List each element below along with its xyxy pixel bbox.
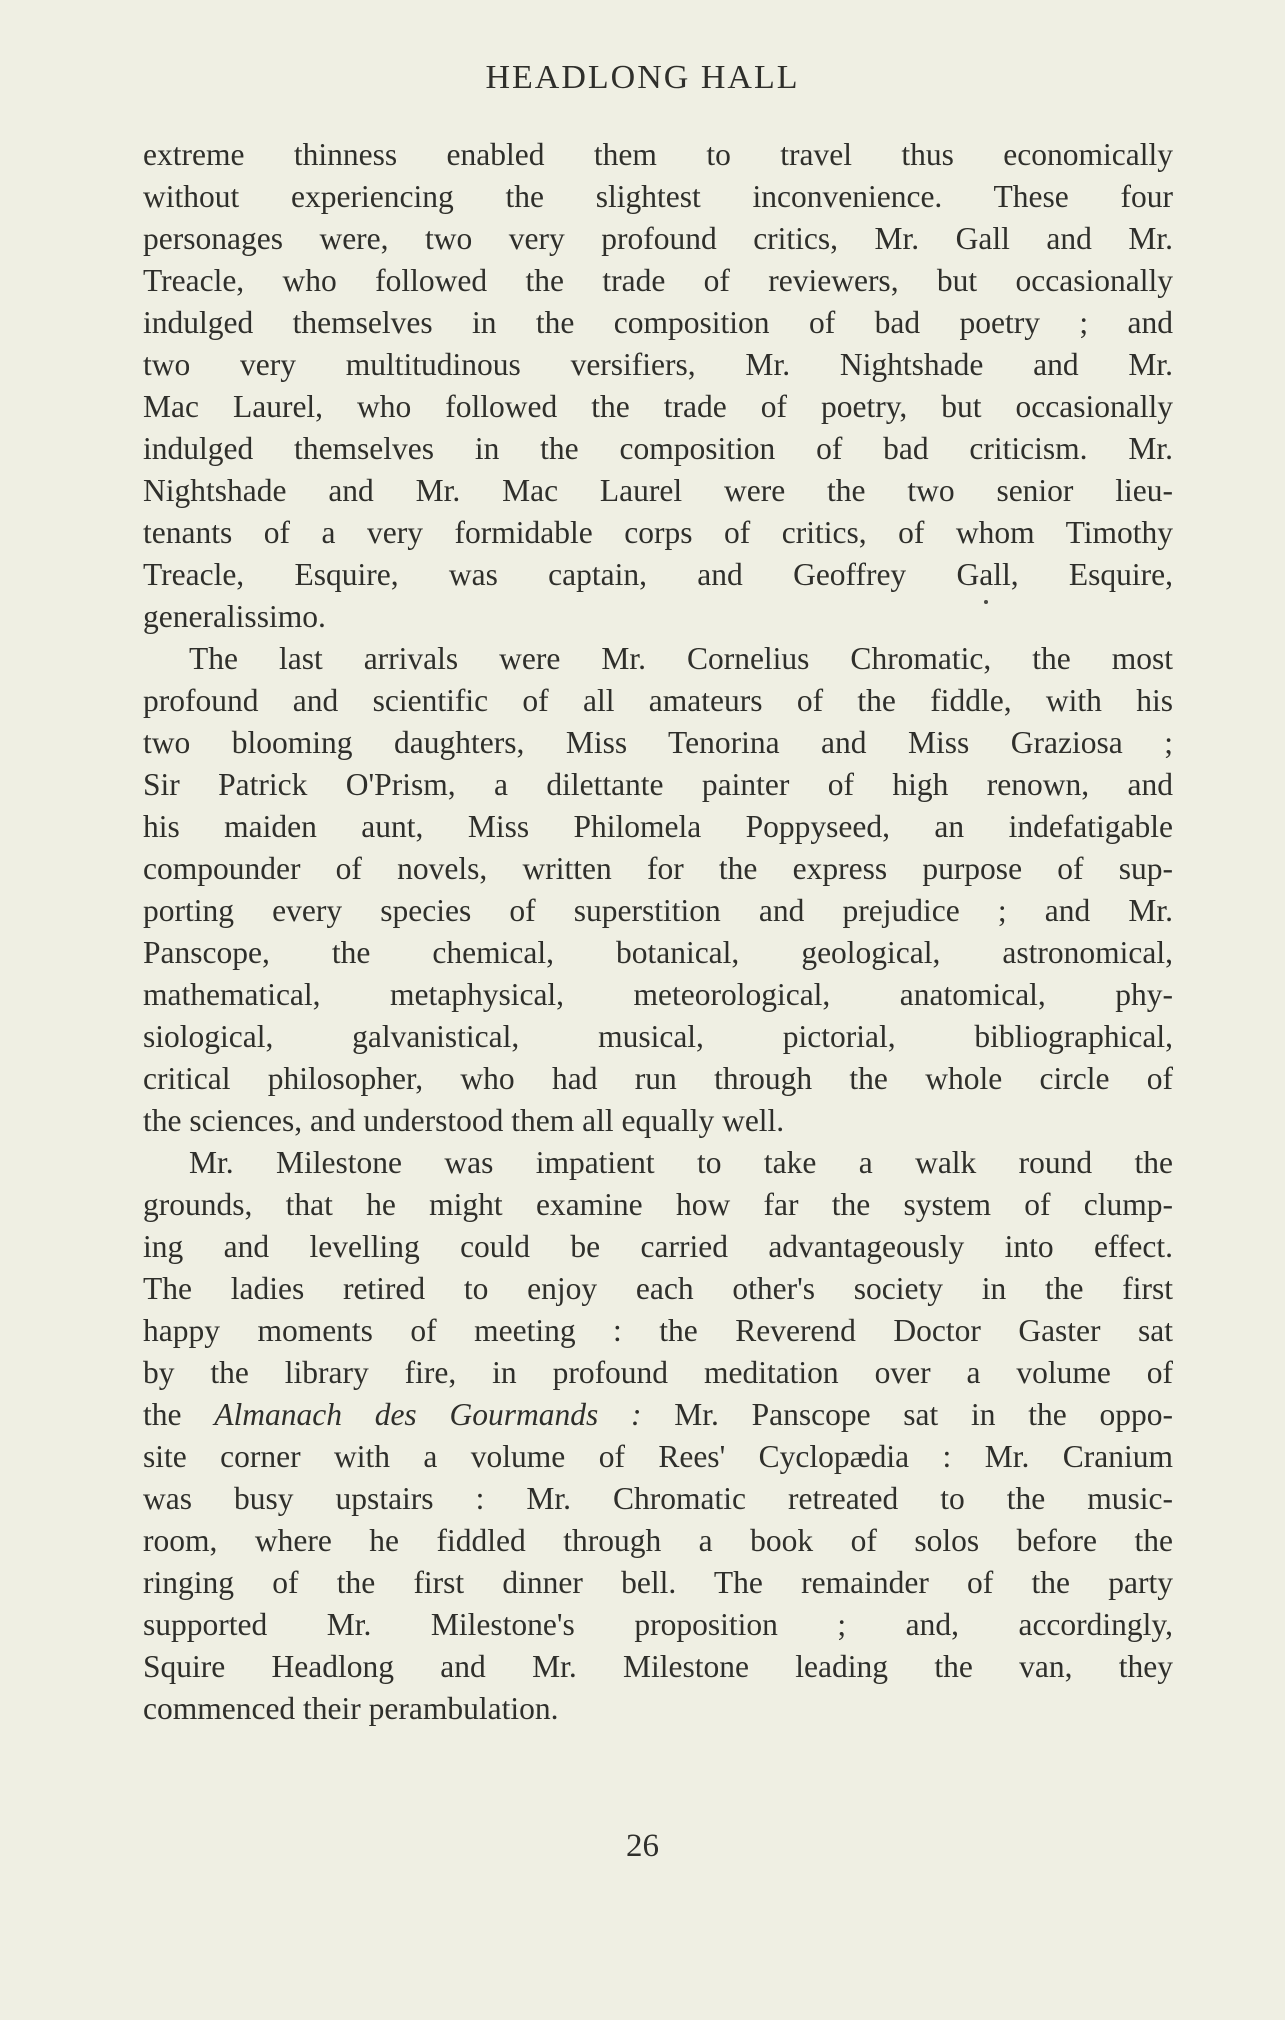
text-line: compounder of novels, written for the express purpose of sup- (143, 851, 1173, 886)
text-line: Treacle, Esquire, was captain, and Geoffrey Gall, Esquire, (143, 557, 1173, 592)
text-line: personages were, two very profound critics, Mr. Gall and Mr. (143, 221, 1173, 256)
text-line: Mac Laurel, who followed the trade of poetry, but occasionally (143, 389, 1173, 424)
text-run: the (143, 1397, 215, 1432)
text-line: was busy upstairs : Mr. Chromatic retreated to the music- (143, 1481, 1173, 1516)
text-line: room, where he fiddled through a book of solos before the (143, 1523, 1173, 1558)
text-line: the sciences, and understood them all equally well. (143, 1103, 785, 1138)
text-line: indulged themselves in the composition of bad criticism. Mr. (143, 431, 1173, 466)
text-line: ringing of the first dinner bell. The remainder of the party (143, 1565, 1173, 1600)
text-line: two very multitudinous versifiers, Mr. Nightshade and Mr. (143, 347, 1173, 382)
text-line: critical philosopher, who had run through the whole circle of (143, 1061, 1173, 1096)
text-line: without experiencing the slightest inconvenience. These four (143, 179, 1173, 214)
text-line: The ladies retired to enjoy each other's society in the first (143, 1271, 1173, 1306)
text-line: Squire Headlong and Mr. Milestone leading the van, they (143, 1649, 1173, 1684)
text-line: profound and scientific of all amateurs of the fiddle, with his (143, 683, 1173, 718)
text-line: Nightshade and Mr. Mac Laurel were the two senior lieu- (143, 473, 1173, 508)
text-line: Treacle, who followed the trade of reviewers, but occasionally (143, 263, 1173, 298)
text-line: extreme thinness enabled them to travel thus economically (143, 137, 1173, 172)
text-line: tenants of a very formidable corps of critics, of whom Timothy (143, 515, 1173, 550)
body-text (143, 134, 1173, 1730)
text-line: Mr. Milestone was impatient to take a walk round the (189, 1145, 1173, 1180)
text-line: two blooming daughters, Miss Tenorina and Miss Graziosa ; (143, 725, 1173, 760)
text-line: porting every species of superstition and prejudice ; and Mr. (143, 893, 1173, 928)
text-line: siological, galvanistical, musical, pictorial, bibliographical, (143, 1019, 1173, 1054)
text-line: commenced their perambulation. (143, 1691, 559, 1726)
text-line: happy moments of meeting : the Reverend Doctor Gaster sat (143, 1313, 1173, 1348)
page-number: 26 (626, 1828, 659, 1864)
text-run: Mr. Panscope sat in the oppo- (641, 1397, 1174, 1432)
text-line: Sir Patrick O'Prism, a dilettante painter of high renown, and (143, 767, 1173, 802)
text-line: grounds, that he might examine how far the system of clump- (143, 1187, 1173, 1222)
text-line: site corner with a volume of Rees' Cyclopædia : Mr. Cranium (143, 1439, 1173, 1474)
text-line: his maiden aunt, Miss Philomela Poppyseed, an indefatigable (143, 809, 1173, 844)
text-line: supported Mr. Milestone's proposition ; and, accordingly, (143, 1607, 1173, 1642)
text-line: ing and levelling could be carried advantageously into effect. (143, 1229, 1173, 1264)
running-head: HEADLONG HALL (485, 59, 800, 96)
text-line (143, 1394, 1173, 1436)
text-line: indulged themselves in the composition of bad poetry ; and (143, 305, 1173, 340)
text-line: The last arrivals were Mr. Cornelius Chromatic, the most (189, 641, 1173, 676)
text-line: generalissimo. (143, 599, 326, 634)
text-line: Panscope, the chemical, botanical, geological, astronomical, (143, 935, 1173, 970)
print-speck (984, 600, 988, 604)
italic-book-title: Almanach des Gourmands : (214, 1397, 642, 1432)
text-line: by the library fire, in profound meditation over a volume of (143, 1355, 1173, 1390)
text-line: mathematical, metaphysical, meteorological, anatomical, phy- (143, 977, 1173, 1012)
